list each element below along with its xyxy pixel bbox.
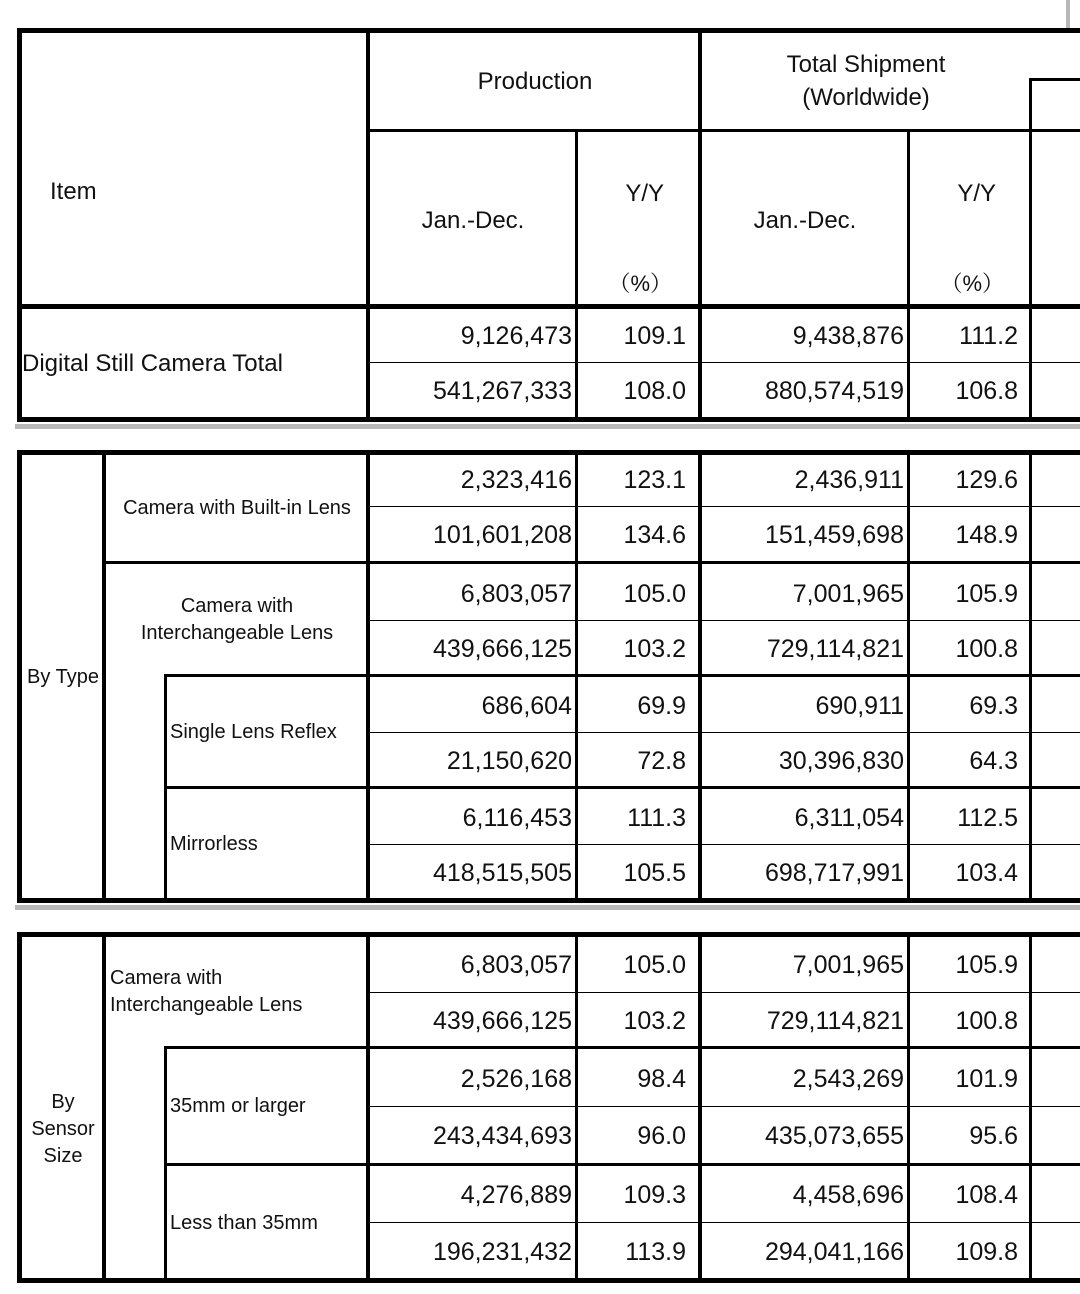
cell-prod-units: 686,604: [481, 691, 572, 720]
row-label-built-in: [107, 455, 367, 562]
cell-prod-value-yy: 105.5: [623, 858, 686, 887]
cell-ship-units: 690,911: [815, 691, 904, 720]
row-label-slr: [170, 678, 367, 786]
shipment-pct-header: [910, 265, 1030, 301]
cell-prod-units-yy: 111.3: [627, 803, 686, 832]
production-pct-header: [578, 265, 698, 301]
row-label-mirrorless-text: Mirrorless: [170, 832, 258, 855]
shipment-yy-header: [910, 175, 1030, 211]
table-left-border: [17, 450, 22, 903]
col-border: [164, 1046, 167, 1283]
cell-prod-value: 418,515,505: [432, 858, 572, 887]
cell-prod-value-yy: 96.0: [637, 1121, 686, 1150]
cell-ship-units: 6,311,054: [794, 803, 904, 832]
row-label-total: [22, 308, 367, 418]
cell-ship-units-yy: 69.3: [969, 691, 1018, 720]
row-border: [164, 786, 1080, 789]
row-divider: [370, 362, 1080, 363]
row-divider: [370, 1106, 1080, 1107]
row-label-less-35mm-text: Less than 35mm: [170, 1211, 318, 1234]
cell-prod-units-yy: 105.0: [623, 579, 686, 608]
row-label-total-text: Digital Still Camera Total: [22, 349, 283, 377]
col-border: [1029, 932, 1032, 1283]
cell-prod-units-yy: 105.0: [623, 950, 686, 979]
cell-ship-units-yy: 101.9: [955, 1064, 1018, 1093]
cell-ship-units-yy: 112.5: [957, 803, 1018, 832]
cell-prod-value-yy: 108.0: [623, 376, 686, 405]
row-label-35mm-larger: [170, 1050, 367, 1162]
group-by-sensor-text: By Sensor Size: [31, 1090, 95, 1167]
cell-prod-units: 6,803,057: [460, 579, 572, 608]
cell-prod-value-yy: 134.6: [623, 520, 686, 549]
cell-ship-units-yy: 105.9: [955, 950, 1018, 979]
col-border: [102, 450, 106, 903]
production-header: [370, 32, 700, 130]
group-by-type-text: By Type: [27, 666, 99, 688]
cell-prod-units: 2,323,416: [460, 465, 572, 494]
production-period-header: [370, 200, 576, 240]
cell-ship-units-yy: 105.9: [955, 579, 1018, 608]
group-by-sensor: [22, 938, 104, 1280]
col-border: [164, 674, 167, 903]
cell-ship-value-yy: 100.8: [955, 1006, 1018, 1035]
production-pct-text: （%）: [608, 270, 672, 296]
cell-ship-value: 294,041,166: [764, 1237, 904, 1266]
cell-prod-value: 439,666,125: [432, 1006, 572, 1035]
table-left-border: [17, 28, 22, 421]
section-separator: [15, 905, 1080, 910]
row-label-interchangeable-text: Camera with Interchangeable Lens: [140, 595, 334, 644]
cell-prod-value-yy: 72.8: [637, 746, 686, 775]
cell-prod-units: 4,276,889: [460, 1180, 572, 1209]
item-header-text: Item: [50, 178, 97, 205]
section-bottom-border: [17, 898, 1080, 903]
shipment-header-line2: (Worldwide): [802, 84, 930, 111]
cell-ship-value-yy: 109.8: [955, 1237, 1018, 1266]
cell-ship-units: 4,458,696: [792, 1180, 904, 1209]
cell-ship-value-yy: 148.9: [955, 520, 1018, 549]
row-divider: [370, 620, 1080, 621]
cell-prod-value: 439,666,125: [432, 634, 572, 663]
cell-prod-units-yy: 123.1: [623, 465, 686, 494]
col-border-thin: [907, 129, 910, 421]
row-label-less-35mm: [170, 1166, 367, 1280]
shipment-pct-text: （%）: [940, 270, 1004, 296]
header-bottom-border: [17, 304, 1080, 309]
col-border: [102, 932, 106, 1283]
shipment-header-line1: Total Shipment: [786, 51, 946, 78]
col-border-thin: [575, 129, 578, 421]
cell-ship-units: 2,543,269: [792, 1064, 904, 1093]
cell-ship-value-yy: 95.6: [969, 1121, 1018, 1150]
cell-ship-units-yy: 108.4: [955, 1180, 1018, 1209]
cell-prod-value: 101,601,208: [432, 520, 572, 549]
edge-line: [1066, 0, 1070, 30]
cell-prod-units: 9,126,473: [460, 321, 572, 350]
shipment-period-header: [702, 200, 908, 240]
row-label-35mm-larger-text: 35mm or larger: [170, 1094, 306, 1117]
table-top-border: [17, 28, 1080, 33]
row-divider: [370, 506, 1080, 507]
cell-prod-units-yy: 98.4: [637, 1064, 686, 1093]
cell-ship-value-yy: 106.8: [955, 376, 1018, 405]
row-border: [164, 1163, 1080, 1166]
cell-prod-value-yy: 103.2: [623, 634, 686, 663]
cell-ship-value: 880,574,519: [764, 376, 904, 405]
cell-prod-value: 243,434,693: [432, 1121, 572, 1150]
col-border-thin: [907, 932, 910, 1283]
row-label-slr-text: Single Lens Reflex: [170, 720, 337, 743]
cell-ship-units: 2,436,911: [794, 465, 904, 494]
cell-ship-units-yy: 111.2: [959, 321, 1018, 350]
col-border: [366, 932, 370, 1283]
row-label-interchangeable: [107, 566, 367, 674]
cell-prod-value: 196,231,432: [432, 1237, 572, 1266]
section-top-border: [17, 450, 1080, 455]
cell-ship-value-yy: 64.3: [969, 746, 1018, 775]
production-period-text: Jan.-Dec.: [421, 206, 525, 234]
header-mid-border: [370, 129, 1080, 132]
item-header: [50, 178, 250, 208]
col-border-thin: [575, 932, 578, 1283]
row-divider: [370, 732, 1080, 733]
shipment-yy-text: Y/Y: [957, 179, 996, 207]
col-border: [698, 932, 702, 1283]
row-divider: [370, 992, 1080, 993]
cell-ship-value: 151,459,698: [764, 520, 904, 549]
cell-ship-value: 435,073,655: [764, 1121, 904, 1150]
cell-ship-value: 30,396,830: [778, 746, 904, 775]
cell-prod-value: 21,150,620: [446, 746, 572, 775]
section-bottom-border: [17, 417, 1080, 422]
shipment-header: [702, 32, 1030, 130]
row-border: [164, 674, 1080, 677]
row-border: [164, 1046, 1080, 1049]
cell-prod-units-yy: 109.1: [623, 321, 686, 350]
cell-prod-units: 6,116,453: [462, 803, 572, 832]
cell-prod-value-yy: 103.2: [623, 1006, 686, 1035]
row-label-mirrorless: [170, 790, 367, 898]
cell-ship-units: 7,001,965: [792, 579, 904, 608]
cell-ship-value: 729,114,821: [766, 634, 904, 663]
cell-ship-units: 9,438,876: [792, 321, 904, 350]
section-top-border: [17, 932, 1080, 937]
cell-ship-value-yy: 103.4: [955, 858, 1018, 887]
cell-prod-value: 541,267,333: [432, 376, 572, 405]
cell-ship-units-yy: 129.6: [955, 465, 1018, 494]
cell-prod-units-yy: 69.9: [637, 691, 686, 720]
group-by-type: [22, 455, 104, 900]
section-separator: [15, 424, 1080, 429]
row-label-built-in-text: Camera with Built-in Lens: [123, 497, 351, 519]
production-yy-text: Y/Y: [625, 179, 664, 207]
cell-prod-units: 6,803,057: [460, 950, 572, 979]
cell-ship-units: 7,001,965: [792, 950, 904, 979]
production-yy-header: [578, 175, 698, 211]
cell-ship-value-yy: 100.8: [955, 634, 1018, 663]
row-label-sensor-interchangeable: [110, 938, 367, 1046]
table-left-border: [17, 932, 22, 1283]
production-header-text: Production: [477, 67, 593, 95]
row-label-sensor-interchangeable-text: Camera with Interchangeable Lens: [110, 967, 303, 1016]
cell-prod-units-yy: 109.3: [623, 1180, 686, 1209]
row-border: [106, 561, 1080, 564]
header-stub: [1029, 78, 1080, 81]
row-divider: [370, 1222, 1080, 1223]
cell-ship-value: 729,114,821: [766, 1006, 904, 1035]
cell-prod-value-yy: 113.9: [625, 1237, 686, 1266]
row-divider: [370, 844, 1080, 845]
shipment-period-text: Jan.-Dec.: [753, 206, 857, 234]
cell-ship-value: 698,717,991: [764, 858, 904, 887]
section-bottom-border: [17, 1278, 1080, 1283]
cell-prod-units: 2,526,168: [460, 1064, 572, 1093]
